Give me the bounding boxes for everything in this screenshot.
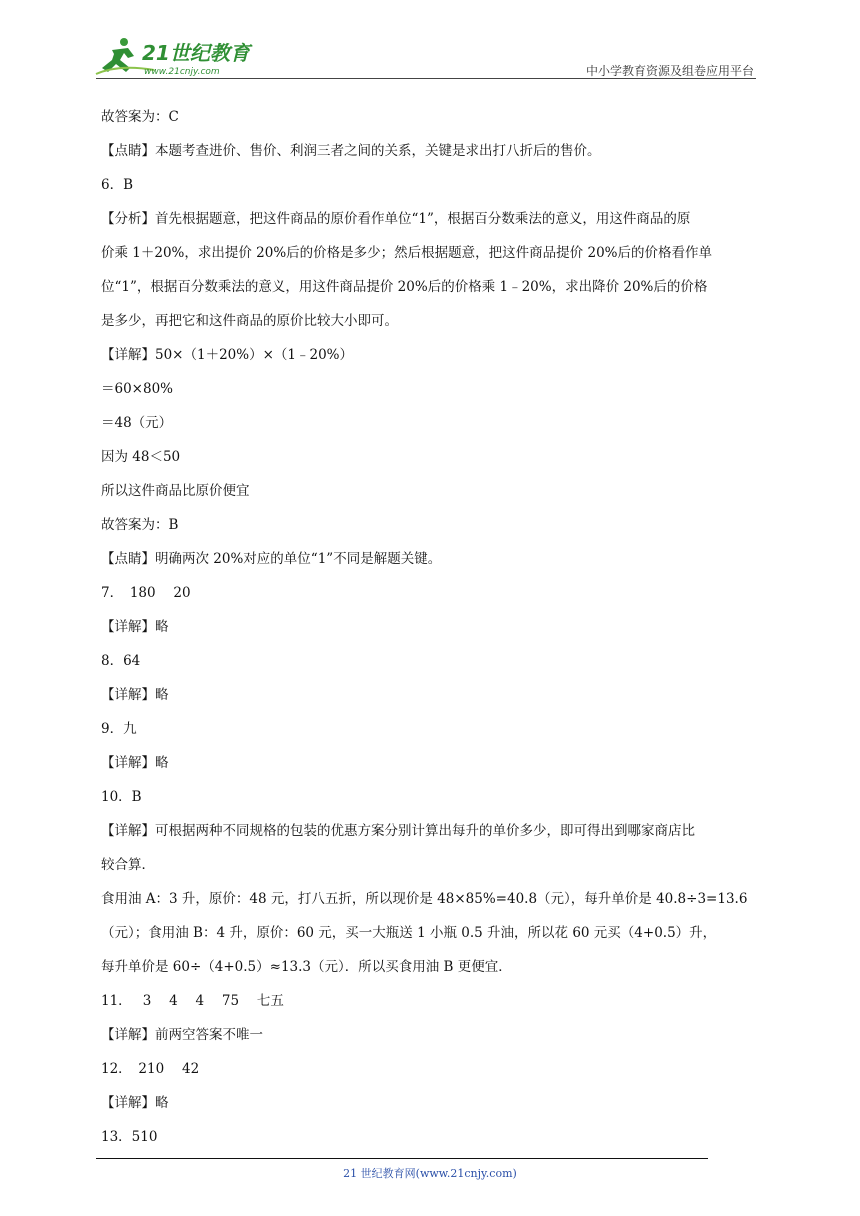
text-line: 【详解】前两空答案不唯一 <box>101 1027 263 1043</box>
question-number: 9．九 <box>101 721 137 737</box>
question-number: 7． 180 20 <box>101 585 191 601</box>
header-divider <box>96 78 756 79</box>
text-line: 位“1”，根据百分数乘法的意义，用这件商品提价 20%后的价格乘 1﹣20%，求出降价 20%后的价格 <box>101 279 708 295</box>
text-line: 【分析】首先根据题意，把这件商品的原价看作单位“1”，根据百分数乘法的意义，用这件商品的原 <box>101 211 691 227</box>
question-number: 10．B <box>101 789 142 805</box>
text-line: 食用油 A：3 升，原价：48 元，打八五折，所以现价是 48×85%=40.8（元），每升单价是 40.8÷3=13.6 <box>101 891 748 907</box>
footer-text: 21 世纪教育网(www.21cnjy.com) <box>343 1167 517 1180</box>
logo-url: www.21cnjy.com <box>144 67 220 77</box>
question-number: 6．B <box>101 177 134 193</box>
text-line: 【点睛】明确两次 20%对应的单位“1”不同是解题关键。 <box>101 551 442 567</box>
text-line: 【详解】可根据两种不同规格的包装的优惠方案分别计算出每升的单价多少，即可得出到哪家商店比 <box>101 823 695 839</box>
text-line: 【详解】50×（1＋20%）×（1﹣20%） <box>101 347 353 363</box>
text-line: 所以这件商品比原价便宜 <box>101 483 250 499</box>
logo-text: 21世纪教育 <box>142 41 250 65</box>
question-number: 12． 210 42 <box>101 1061 200 1077</box>
text-line: 【详解】略 <box>101 619 169 635</box>
text-line: ＝48（元） <box>101 415 173 431</box>
page-header <box>94 28 758 80</box>
text-line: 【详解】略 <box>101 687 169 703</box>
text-line: 因为 48＜50 <box>101 449 181 465</box>
text-line: 【详解】略 <box>101 755 169 771</box>
text-line: 【点睛】本题考查进价、售价、利润三者之间的关系，关键是求出打八折后的售价。 <box>101 143 601 159</box>
question-number: 8．64 <box>101 653 141 669</box>
question-number: 11． 3 4 4 75 七五 <box>101 993 284 1009</box>
text-line: ＝60×80% <box>101 381 173 397</box>
text-line: 故答案为：C <box>101 109 179 125</box>
text-line: 【详解】略 <box>101 1095 169 1111</box>
text-line: 较合算． <box>101 857 155 873</box>
footer-divider <box>96 1158 708 1159</box>
text-line: 是多少，再把它和这件商品的原价比较大小即可。 <box>101 313 398 329</box>
text-line: 价乘 1＋20%，求出提价 20%后的价格是多少；然后根据题意，把这件商品提价 20%后的价格看作单 <box>101 245 712 261</box>
text-line: 故答案为：B <box>101 517 179 533</box>
text-line: （元）；食用油 B：4 升，原价：60 元，买一大瓶送 1 小瓶 0.5 升油，所以花 60 元买（4+0.5）升， <box>101 925 717 941</box>
logo <box>94 34 264 78</box>
text-line: 每升单价是 60÷（4+0.5）≈13.3（元）．所以买食用油 B 更便宜． <box>101 959 512 975</box>
platform-label: 中小学教育资源及组卷应用平台 <box>585 64 754 78</box>
question-number: 13．510 <box>101 1129 158 1145</box>
answer-content <box>101 100 761 1154</box>
